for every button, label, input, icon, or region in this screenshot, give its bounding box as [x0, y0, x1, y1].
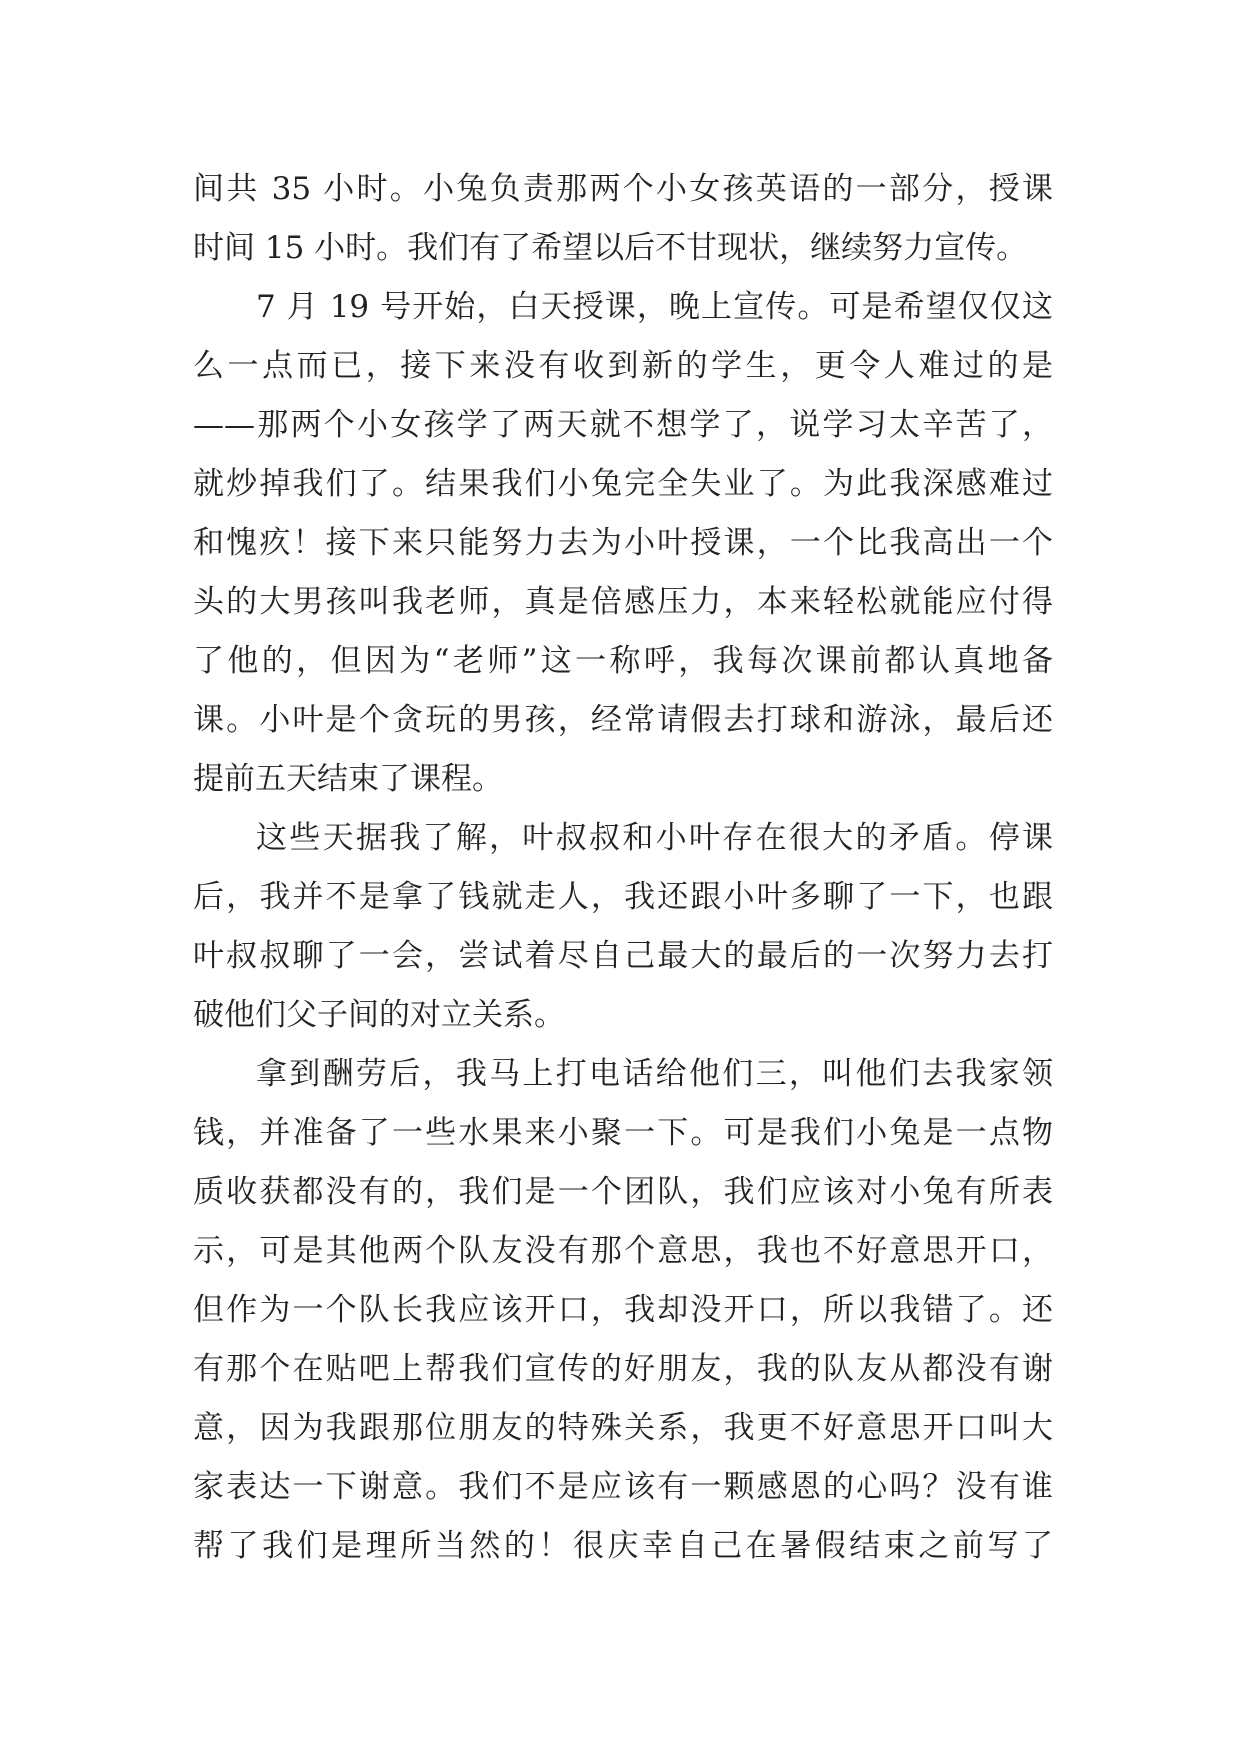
- text-line: 破他们父子间的对立关系。: [193, 997, 565, 1033]
- text-line: 了他的，但因为“老师”这一称呼，我每次课前都认真地备: [193, 643, 1053, 679]
- text-line: 和愧疚！接下来只能努力去为小叶授课，一个比我高出一个: [193, 525, 1053, 561]
- text-line: 么一点而已，接下来没有收到新的学生，更令人难过的是: [193, 348, 1053, 384]
- text-line: 提前五天结束了课程。: [193, 761, 503, 797]
- text-line: 家表达一下谢意。我们不是应该有一颗感恩的心吗？没有谁: [193, 1469, 1053, 1505]
- text-line: 但作为一个队长我应该开口，我却没开口，所以我错了。还: [193, 1292, 1053, 1328]
- text-line: 时间 15 小时。我们有了希望以后不甘现状，继续努力宣传。: [193, 230, 1028, 266]
- text-line: 钱，并准备了一些水果来小聚一下。可是我们小兔是一点物: [193, 1115, 1053, 1151]
- text-line: 这些天据我了解，叶叔叔和小叶存在很大的矛盾。停课: [256, 820, 1053, 856]
- text-line: 质收获都没有的，我们是一个团队，我们应该对小兔有所表: [193, 1174, 1053, 1210]
- text-line: 间共 35 小时。小兔负责那两个小女孩英语的一部分，授课: [193, 171, 1053, 207]
- text-line: 拿到酬劳后，我马上打电话给他们三，叫他们去我家领: [256, 1056, 1053, 1092]
- text-line: 7 月 19 号开始，白天授课，晚上宣传。可是希望仅仅这: [256, 289, 1053, 325]
- text-line: ——那两个小女孩学了两天就不想学了，说学习太辛苦了，: [193, 407, 1053, 443]
- text-line: 就炒掉我们了。结果我们小兔完全失业了。为此我深感难过: [193, 466, 1053, 502]
- text-line: 后，我并不是拿了钱就走人，我还跟小叶多聊了一下，也跟: [193, 879, 1053, 915]
- text-line: 叶叔叔聊了一会，尝试着尽自己最大的最后的一次努力去打: [193, 938, 1053, 974]
- text-line: 帮了我们是理所当然的！很庆幸自己在暑假结束之前写了: [193, 1528, 1053, 1564]
- text-line: 意，因为我跟那位朋友的特殊关系，我更不好意思开口叫大: [193, 1410, 1053, 1446]
- text-line: 有那个在贴吧上帮我们宣传的好朋友，我的队友从都没有谢: [193, 1351, 1053, 1387]
- text-line: 课。小叶是个贪玩的男孩，经常请假去打球和游泳，最后还: [193, 702, 1053, 738]
- text-line: 头的大男孩叫我老师，真是倍感压力，本来轻松就能应付得: [193, 584, 1053, 620]
- text-line: 示，可是其他两个队友没有那个意思，我也不好意思开口，: [193, 1233, 1053, 1269]
- body-text: [193, 160, 1053, 1576]
